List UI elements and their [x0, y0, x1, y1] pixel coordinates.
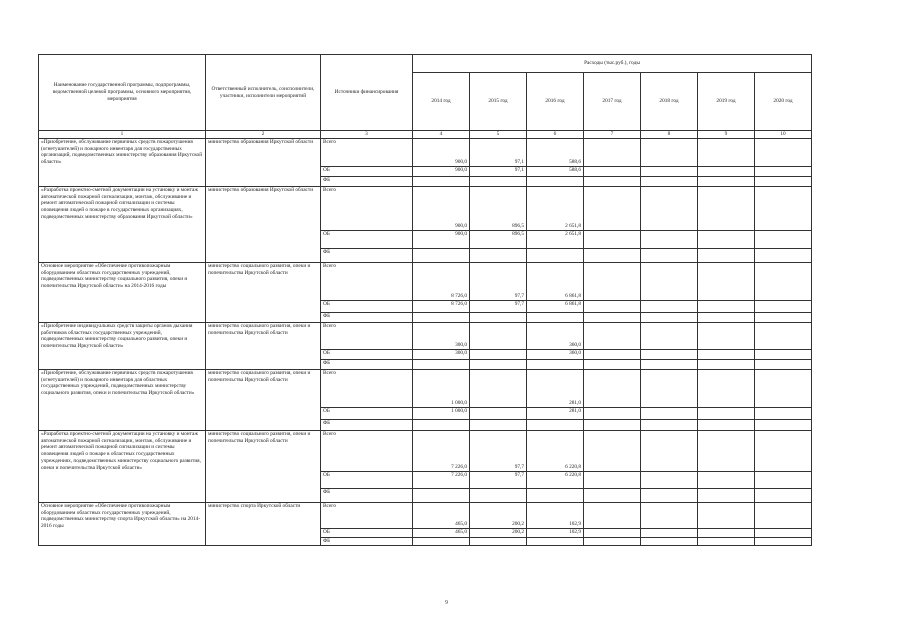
- empty-cell: [698, 349, 755, 359]
- empty-cell: [641, 502, 698, 528]
- empty-cell: [755, 262, 812, 300]
- empty-cell: [527, 312, 584, 322]
- funding-source: ФБ: [321, 419, 413, 430]
- empty-cell: [584, 166, 641, 176]
- funding-source: ФБ: [321, 176, 413, 186]
- funding-source: ОБ: [321, 407, 413, 419]
- ob-value: 360,0: [527, 349, 584, 359]
- empty-cell: [527, 248, 584, 262]
- total-value: 2 651,8: [527, 186, 584, 230]
- total-value: 102,9: [527, 502, 584, 528]
- empty-cell: [755, 537, 812, 545]
- empty-cell: [641, 176, 698, 186]
- ob-value: 465,0: [413, 528, 470, 537]
- empty-cell: [698, 176, 755, 186]
- table-row: [39, 430, 812, 471]
- empty-cell: [413, 248, 470, 262]
- empty-cell: [584, 430, 641, 471]
- empty-cell: [584, 322, 641, 349]
- empty-cell: [755, 138, 812, 166]
- header-year: 2018 год: [641, 73, 698, 131]
- empty-cell: [641, 430, 698, 471]
- executor-name: министерство спорта Иркутской области: [206, 502, 321, 545]
- funding-source: Всего: [321, 502, 413, 528]
- empty-cell: [641, 407, 698, 419]
- ob-value: 900,0: [413, 166, 470, 176]
- funding-source: Всего: [321, 186, 413, 230]
- ob-value: 896,5: [470, 230, 527, 248]
- empty-cell: [470, 176, 527, 186]
- column-number: 3: [321, 131, 413, 139]
- empty-cell: [698, 166, 755, 176]
- column-number: 4: [413, 131, 470, 139]
- empty-cell: [698, 138, 755, 166]
- ob-value: 97,7: [470, 300, 527, 312]
- column-number: 7: [584, 131, 641, 139]
- empty-cell: [698, 488, 755, 502]
- empty-cell: [641, 186, 698, 230]
- total-value: 900,0: [413, 138, 470, 166]
- funding-source: ФБ: [321, 488, 413, 502]
- empty-cell: [698, 312, 755, 322]
- empty-cell: [641, 322, 698, 349]
- executor-name: министерство образования Иркутской области: [206, 138, 321, 186]
- empty-cell: [527, 488, 584, 502]
- empty-cell: [413, 419, 470, 430]
- ob-value: 2 651,8: [527, 230, 584, 248]
- ob-value: 6 220,8: [527, 471, 584, 488]
- executor-name: министерство образования Иркутской области: [206, 186, 321, 262]
- empty-cell: [641, 312, 698, 322]
- empty-cell: [413, 359, 470, 369]
- empty-cell: [584, 186, 641, 230]
- funding-source: Всего: [321, 322, 413, 349]
- total-value: 360,0: [527, 322, 584, 349]
- empty-cell: [698, 230, 755, 248]
- empty-cell: [755, 419, 812, 430]
- empty-cell: [584, 349, 641, 359]
- funding-source: Всего: [321, 430, 413, 471]
- funding-source: ФБ: [321, 248, 413, 262]
- empty-cell: [584, 176, 641, 186]
- header-source: Источники финансирования: [321, 55, 413, 131]
- column-number: 1: [39, 131, 206, 139]
- page-number: 9: [445, 600, 448, 606]
- empty-cell: [527, 176, 584, 186]
- empty-cell: [470, 537, 527, 545]
- program-name: Основное мероприятие «Обеспечение противопожарным оборудованием областных государственных учреждений, подведомственных министерству социального развития, опеки и попечительства Иркутской области» на 2014-2016 годы: [39, 262, 206, 322]
- empty-cell: [641, 419, 698, 430]
- empty-cell: [755, 349, 812, 359]
- total-value: 300,0: [413, 322, 470, 349]
- empty-cell: [413, 312, 470, 322]
- empty-cell: [641, 230, 698, 248]
- empty-cell: [584, 528, 641, 537]
- header-year: 2015 год: [470, 73, 527, 131]
- ob-value: [470, 349, 527, 359]
- empty-cell: [641, 248, 698, 262]
- empty-cell: [755, 176, 812, 186]
- empty-cell: [755, 407, 812, 419]
- empty-cell: [698, 502, 755, 528]
- empty-cell: [755, 186, 812, 230]
- ob-value: 900,0: [413, 230, 470, 248]
- ob-value: 97,7: [470, 471, 527, 488]
- empty-cell: [641, 528, 698, 537]
- header-executor: Ответственный исполнитель, соисполнители, участники, исполнители мероприятий: [206, 55, 321, 131]
- empty-cell: [698, 248, 755, 262]
- empty-cell: [755, 502, 812, 528]
- total-value: 7 226,0: [413, 430, 470, 471]
- empty-cell: [584, 300, 641, 312]
- empty-cell: [584, 502, 641, 528]
- ob-value: 102,9: [527, 528, 584, 537]
- ob-value: 8 726,0: [413, 300, 470, 312]
- empty-cell: [584, 312, 641, 322]
- column-number: 8: [641, 131, 698, 139]
- ob-value: 7 226,0: [413, 471, 470, 488]
- empty-cell: [584, 407, 641, 419]
- funding-source: Всего: [321, 138, 413, 166]
- total-value: 900,0: [413, 186, 470, 230]
- total-value: 97,7: [470, 262, 527, 300]
- empty-cell: [413, 537, 470, 545]
- funding-source: ОБ: [321, 528, 413, 537]
- empty-cell: [527, 537, 584, 545]
- empty-cell: [641, 471, 698, 488]
- empty-cell: [584, 369, 641, 407]
- executor-name: министерство социального развития, опеки и попечительства Иркутской области: [206, 369, 321, 430]
- empty-cell: [641, 300, 698, 312]
- empty-cell: [698, 471, 755, 488]
- empty-cell: [470, 312, 527, 322]
- total-value: 200,2: [470, 502, 527, 528]
- empty-cell: [755, 488, 812, 502]
- table-row: [39, 369, 812, 407]
- header-year: 2016 год: [527, 73, 584, 131]
- empty-cell: [641, 138, 698, 166]
- ob-value: 588,6: [527, 166, 584, 176]
- ob-value: 300,0: [413, 349, 470, 359]
- total-value: 8 726,0: [413, 262, 470, 300]
- total-value: 97,7: [470, 430, 527, 471]
- column-number: 10: [755, 131, 812, 139]
- executor-name: министерство социального развития, опеки и попечительства Иркутской области: [206, 322, 321, 369]
- column-number: 9: [698, 131, 755, 139]
- empty-cell: [755, 430, 812, 471]
- funding-source: ФБ: [321, 312, 413, 322]
- empty-cell: [755, 166, 812, 176]
- total-value: 6 861,8: [527, 262, 584, 300]
- empty-cell: [755, 230, 812, 248]
- empty-cell: [755, 471, 812, 488]
- empty-cell: [641, 359, 698, 369]
- empty-cell: [584, 262, 641, 300]
- total-value: [470, 369, 527, 407]
- ob-value: 1 000,0: [413, 407, 470, 419]
- empty-cell: [470, 488, 527, 502]
- empty-cell: [755, 528, 812, 537]
- empty-cell: [584, 138, 641, 166]
- funding-source: ОБ: [321, 471, 413, 488]
- empty-cell: [641, 369, 698, 407]
- ob-value: 200,2: [470, 528, 527, 537]
- executor-name: министерство социального развития, опеки и попечительства Иркутской области: [206, 430, 321, 502]
- header-program: Наименование государственной программы, подпрограммы, ведомственной целевой программы, основного мероприятия, мероприятия: [39, 55, 206, 131]
- program-name: «Разработка проектно-сметной документации на установку и монтаж автоматической пожарной сигнализации, монтаж, обслуживание и ремонт автоматической пожарной сигнализации и системы оповещения людей о пожаре в областных государственных учреждениях, подведомственных министерству социального развития, опеки и попечительства Иркутской области»: [39, 430, 206, 502]
- empty-cell: [698, 528, 755, 537]
- empty-cell: [470, 248, 527, 262]
- header-year: 2019 год: [698, 73, 755, 131]
- empty-cell: [755, 322, 812, 349]
- header-year: 2014 год: [413, 73, 470, 131]
- empty-cell: [698, 419, 755, 430]
- funding-source: Всего: [321, 262, 413, 300]
- empty-cell: [584, 359, 641, 369]
- empty-cell: [698, 359, 755, 369]
- ob-value: 281,0: [527, 407, 584, 419]
- empty-cell: [641, 537, 698, 545]
- empty-cell: [641, 349, 698, 359]
- program-name: «Разработка проектно-сметной документации на установку и монтаж автоматической пожарной сигнализации, монтаж, обслуживание и ремонт автоматической пожарной сигнализации и системы оповещения людей о пожаре в государственных организациях, подведомственных министерству образования Иркутской области»: [39, 186, 206, 262]
- funding-source: ОБ: [321, 166, 413, 176]
- empty-cell: [641, 262, 698, 300]
- total-value: 588,6: [527, 138, 584, 166]
- total-value: 6 220,8: [527, 430, 584, 471]
- empty-cell: [584, 471, 641, 488]
- empty-cell: [584, 488, 641, 502]
- table-row: [39, 262, 812, 300]
- empty-cell: [413, 488, 470, 502]
- column-number: 2: [206, 131, 321, 139]
- empty-cell: [698, 186, 755, 230]
- empty-cell: [755, 369, 812, 407]
- total-value: 896,5: [470, 186, 527, 230]
- total-value: 281,0: [527, 369, 584, 407]
- table-row: [39, 502, 812, 528]
- program-name: «Приобретение индивидуальных средств защиты органов дыхания работников областных государственных учреждений, подведомственных министерству социального развития, опеки и попечительства Иркутской области»: [39, 322, 206, 369]
- funding-source: ОБ: [321, 300, 413, 312]
- table-row: [39, 186, 812, 230]
- column-number: 6: [527, 131, 584, 139]
- expenses-table: [38, 54, 812, 546]
- empty-cell: [698, 537, 755, 545]
- ob-value: 97,1: [470, 166, 527, 176]
- table-row: [39, 138, 812, 166]
- empty-cell: [755, 359, 812, 369]
- column-number: 5: [470, 131, 527, 139]
- empty-cell: [755, 312, 812, 322]
- empty-cell: [413, 176, 470, 186]
- empty-cell: [527, 419, 584, 430]
- funding-source: ФБ: [321, 359, 413, 369]
- table-row: [39, 322, 812, 349]
- total-value: 1 000,0: [413, 369, 470, 407]
- empty-cell: [698, 369, 755, 407]
- header-year: 2017 год: [584, 73, 641, 131]
- funding-source: ФБ: [321, 537, 413, 545]
- empty-cell: [584, 537, 641, 545]
- empty-cell: [584, 248, 641, 262]
- empty-cell: [698, 407, 755, 419]
- program-name: «Приобретение, обслуживание первичных средств пожаротушения (огнетушителей) и пожарного инвентаря для государственных организаций, подведомственных министерству образования Иркутской области»: [39, 138, 206, 186]
- ob-value: [470, 407, 527, 419]
- empty-cell: [641, 488, 698, 502]
- empty-cell: [698, 262, 755, 300]
- total-value: 465,0: [413, 502, 470, 528]
- header-year: 2020 год: [755, 73, 812, 131]
- empty-cell: [698, 430, 755, 471]
- empty-cell: [584, 419, 641, 430]
- funding-source: ОБ: [321, 349, 413, 359]
- total-value: [470, 322, 527, 349]
- header-expenses: Расходы (тыс.руб.), годы: [413, 55, 812, 73]
- program-name: «Приобретение, обслуживание первичных средств пожаротушения (огнетушителей) и пожарного инвентаря для областных государственных учреждений, подведомственных министерству социального развития, опеки и попечительства Иркутской области»: [39, 369, 206, 430]
- program-name: Основное мероприятие «Обеспечение противопожарным оборудованием областных государственных учреждений, подведомственных министерству спорта Иркутской области» на 2014-2016 годы: [39, 502, 206, 545]
- empty-cell: [755, 300, 812, 312]
- empty-cell: [527, 359, 584, 369]
- total-value: 97,1: [470, 138, 527, 166]
- empty-cell: [755, 248, 812, 262]
- ob-value: 6 861,8: [527, 300, 584, 312]
- empty-cell: [698, 322, 755, 349]
- empty-cell: [470, 419, 527, 430]
- empty-cell: [698, 300, 755, 312]
- empty-cell: [470, 359, 527, 369]
- empty-cell: [641, 166, 698, 176]
- executor-name: министерство социального развития, опеки и попечительства Иркутской области: [206, 262, 321, 322]
- funding-source: ОБ: [321, 230, 413, 248]
- empty-cell: [584, 230, 641, 248]
- funding-source: Всего: [321, 369, 413, 407]
